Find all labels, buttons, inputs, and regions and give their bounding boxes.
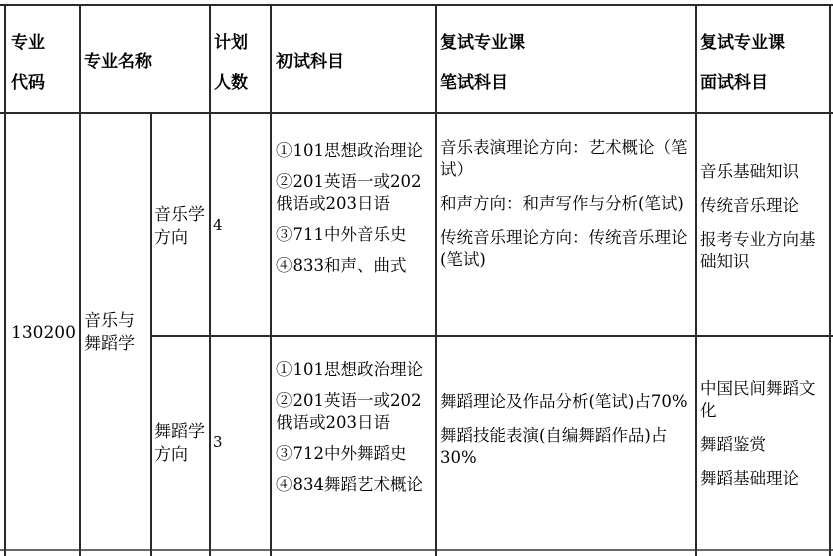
header-code: 专业 代码 [11, 33, 45, 93]
plan-count: 3 [213, 433, 223, 451]
col-border [435, 4, 437, 556]
col-border [79, 4, 81, 556]
direction-name: 舞蹈学方向 [154, 422, 205, 465]
major-name: 音乐与舞蹈学 [84, 311, 135, 354]
header-retest-written: 复试专业课 笔试科目 [440, 33, 525, 93]
table-border-top [0, 4, 833, 6]
col-border-right [829, 4, 831, 556]
direction-name: 音乐学方向 [154, 205, 205, 248]
row-separator-bottom [0, 549, 833, 551]
header-prelim: 初试科目 [276, 52, 344, 72]
plan-count: 4 [213, 216, 223, 234]
row-separator [150, 335, 833, 337]
prelim-subjects: ①101思想政治理论 ②201英语一或202俄语或203日语 ③711中外音乐史 ④833和声、曲式 [276, 141, 423, 275]
retest-interview-subjects: 音乐基础知识 传统音乐理论 报考专业方向基础知识 [700, 162, 816, 271]
col-border [209, 4, 211, 556]
col-border-left [4, 4, 6, 556]
header-name: 专业名称 [84, 52, 152, 72]
prelim-subjects: ①101思想政治理论 ②201英语一或202俄语或203日语 ③712中外舞蹈史 ④834舞蹈艺术概论 [276, 360, 423, 494]
header-plan: 计划 人数 [214, 33, 248, 93]
retest-written-subjects: 舞蹈理论及作品分析(笔试)占70% 舞蹈技能表演(自编舞蹈作品)占30% [440, 392, 688, 467]
col-border [150, 112, 152, 556]
col-border [695, 4, 697, 556]
header-retest-interview: 复试专业课 面试科目 [700, 33, 785, 93]
retest-interview-subjects: 中国民间舞蹈文化 舞蹈鉴赏 舞蹈基础理论 [700, 379, 816, 488]
col-border [270, 4, 272, 556]
major-code: 130200 [11, 323, 76, 343]
header-separator [0, 112, 833, 114]
retest-written-subjects: 音乐表演理论方向：艺术概论（笔试） 和声方向：和声写作与分析(笔试) 传统音乐理论方向：传统音乐理论(笔试) [440, 138, 688, 269]
